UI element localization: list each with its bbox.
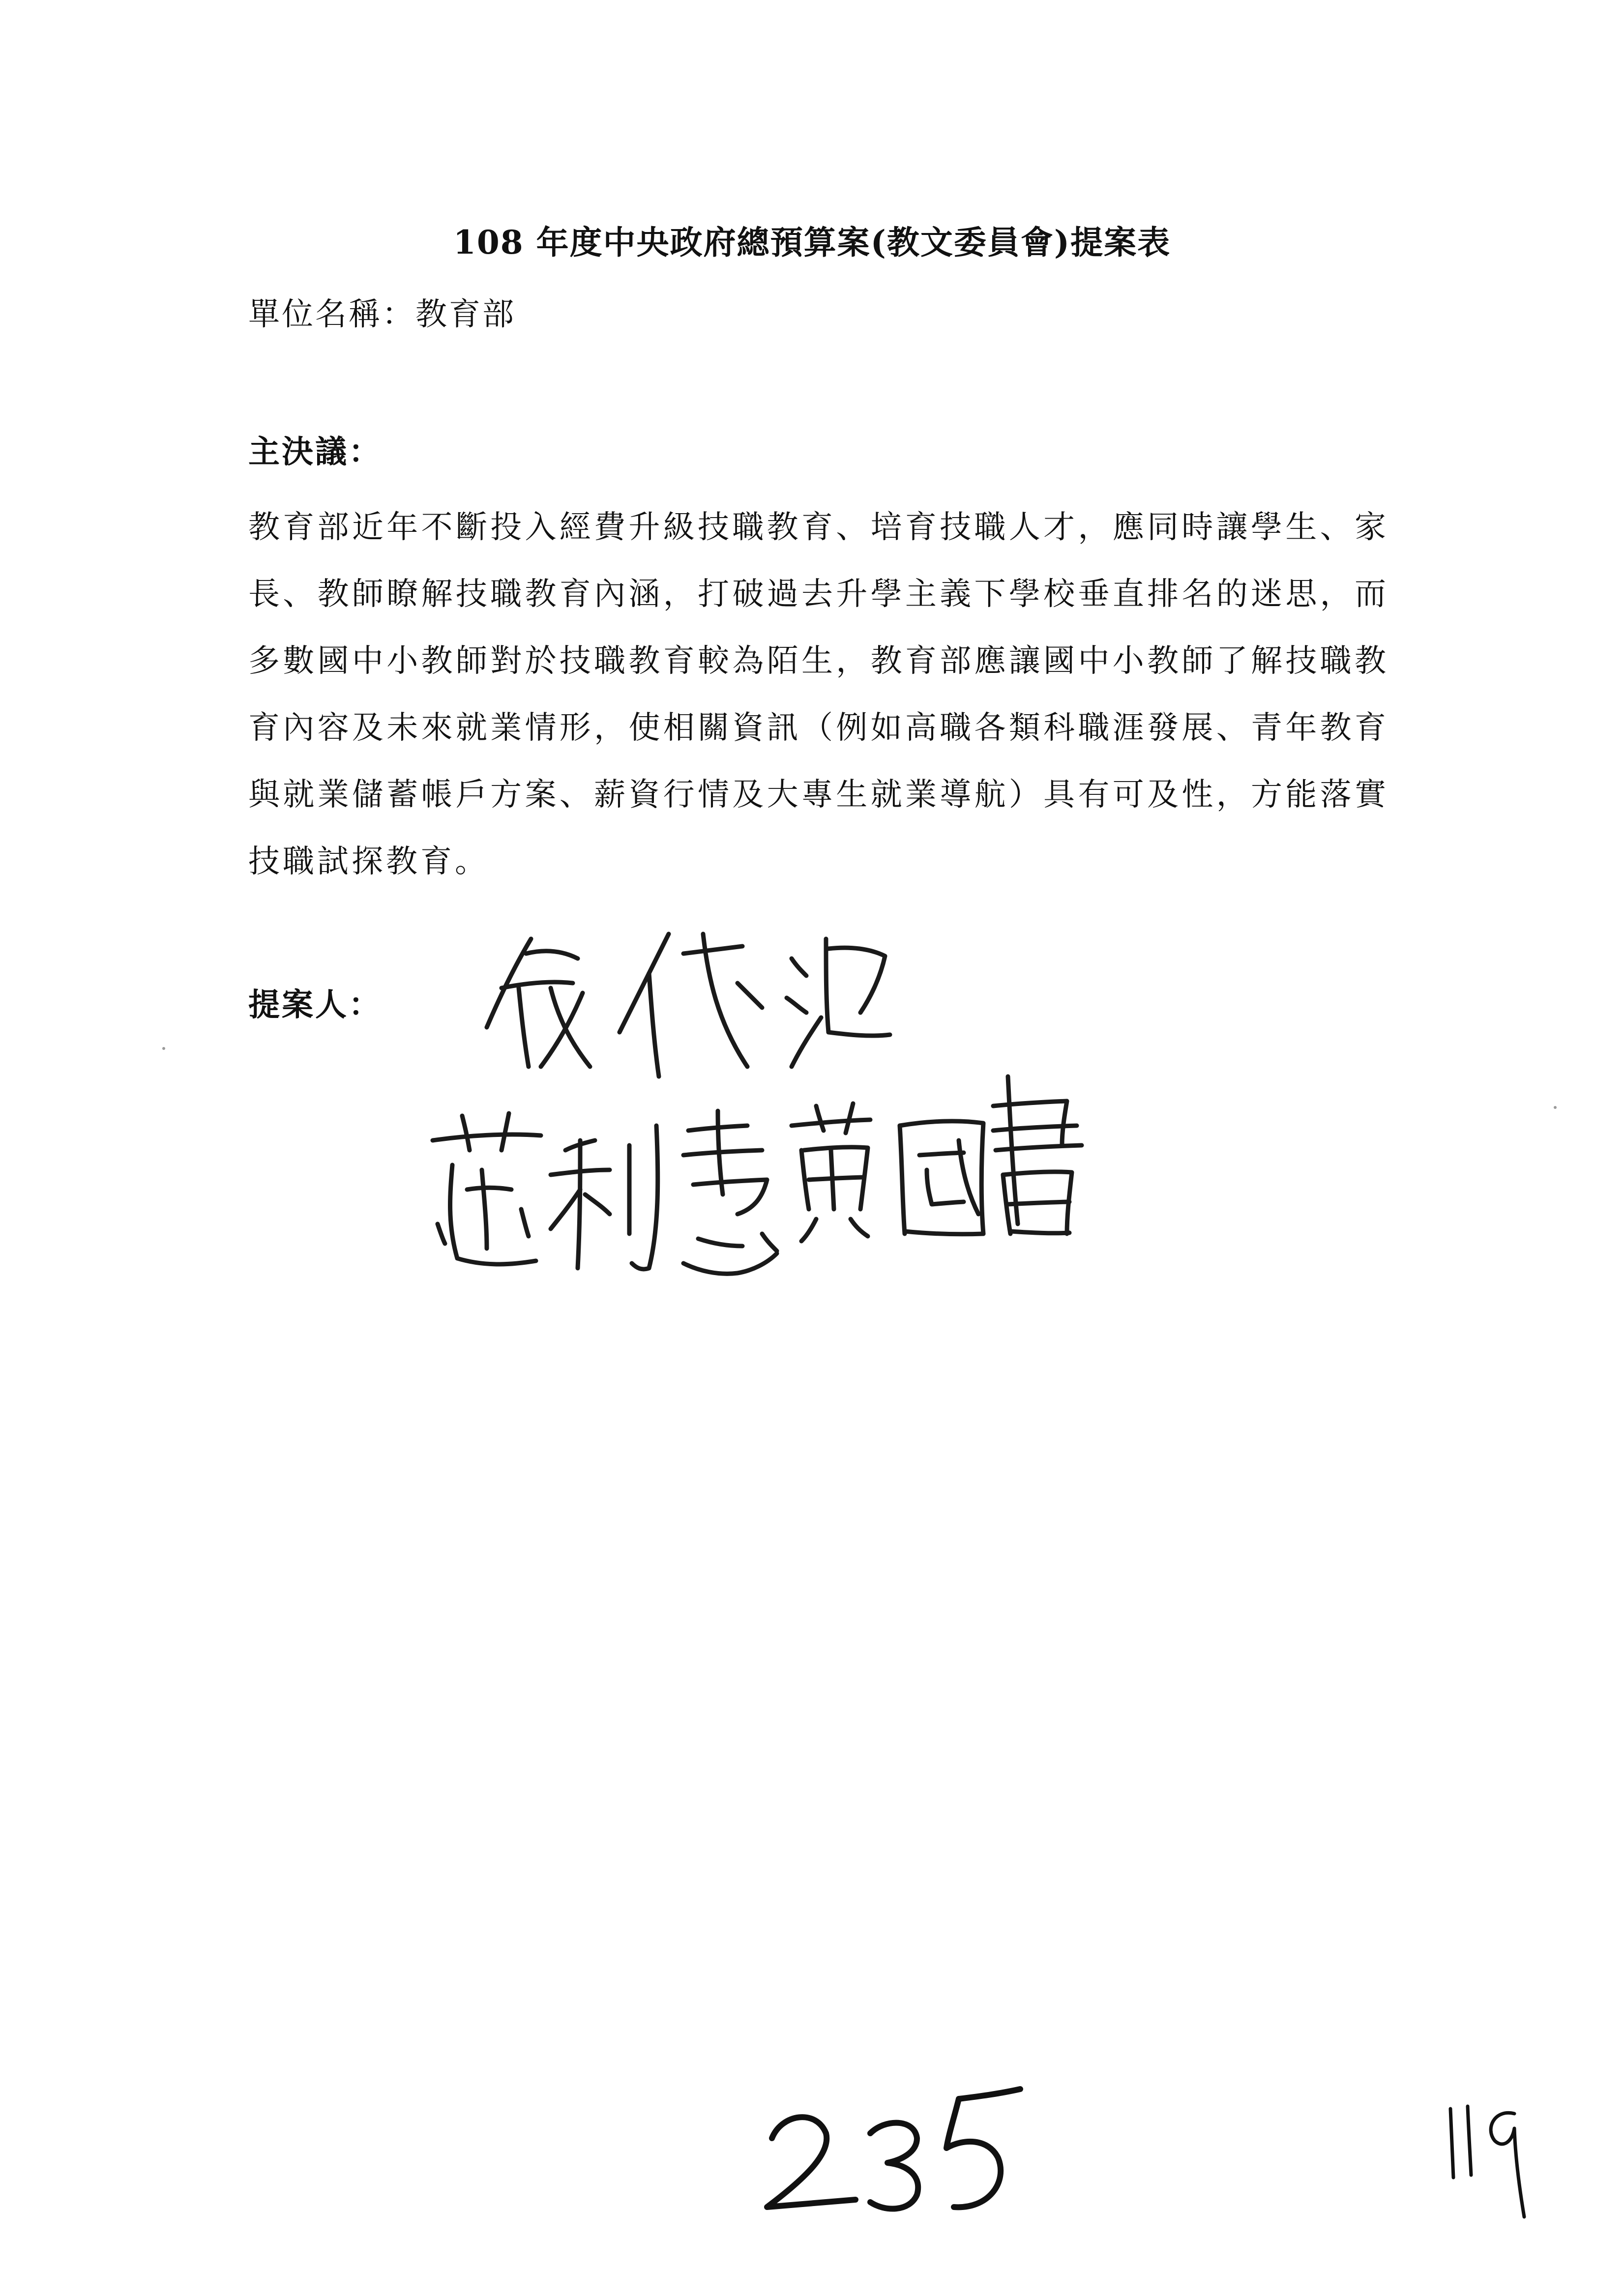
resolution-body: 教育部近年不斷投入經費升級技職教育、培育技職人才，應同時讓學生、家長、教師瞭解技職教育內涵，打破過去升學主義下學校垂直排名的迷思，而多數國中小教師對於技職教育較為陌生，教育部應讓國中小教師了解技職教育內容及未來就業情形，使相關資訊（例如高職各類科職涯發展、青年教育與就業儲蓄帳戶方案、薪資行情及大專生就業導航）具有可及性，方能落實技職試探教育。	[248, 509, 1389, 880]
unit-name-line: 單位名稱：教育部	[248, 296, 516, 333]
handwritten-corner-number	[1441, 2094, 1539, 2222]
scan-speck	[1554, 1106, 1557, 1109]
document-title: 108 年度中央政府總預算案(教文委員會)提案表	[453, 223, 1171, 262]
signature-3	[787, 1067, 1101, 1253]
resolution-heading: 主決議：	[248, 434, 382, 470]
scan-speck	[162, 1047, 165, 1050]
signature-2	[423, 1096, 787, 1293]
handwritten-page-number	[752, 2079, 1028, 2227]
proposer-label: 提案人：	[248, 987, 382, 1023]
